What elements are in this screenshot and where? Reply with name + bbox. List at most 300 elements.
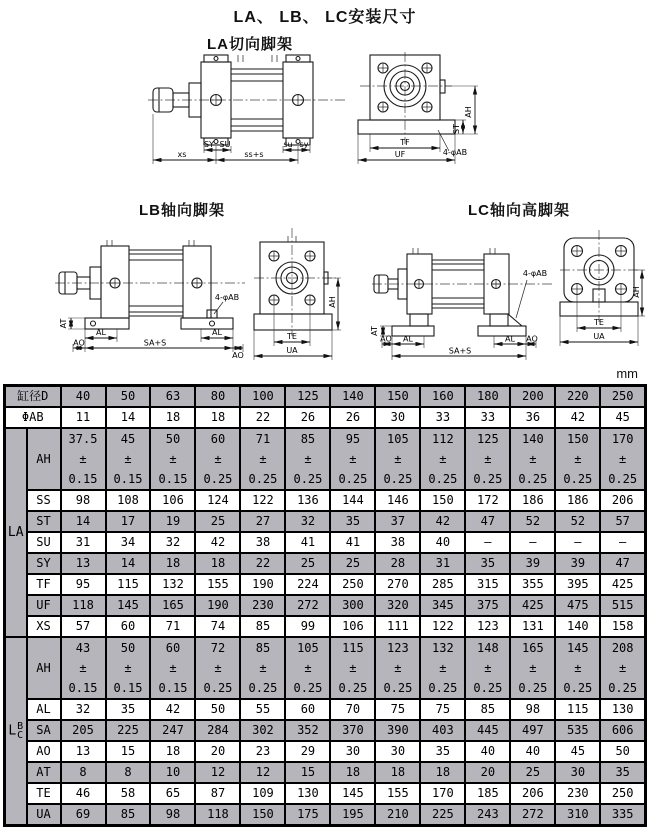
la-caption: LA切向脚架 xyxy=(207,36,293,53)
value-cell: 30 xyxy=(555,762,600,783)
tolerance-amount: 0.25 xyxy=(338,472,368,486)
value-cell: 98 xyxy=(150,804,195,826)
tolerance-value: 85 xyxy=(300,432,316,446)
value-cell: 250 xyxy=(600,783,645,804)
group-label-stack-item: B xyxy=(17,721,24,732)
tolerance-value: 37.5 xyxy=(68,432,98,446)
dimension-table xyxy=(3,384,647,827)
value-cell xyxy=(61,637,106,699)
group-label: LA xyxy=(5,428,27,637)
plus-minus-sign: ± xyxy=(439,452,447,466)
tolerance-amount: 0.25 xyxy=(473,681,503,695)
dim-label-ao-left: AO xyxy=(380,334,392,344)
dim-label-4ab: 4-φAB xyxy=(522,269,548,278)
value-cell: 32 xyxy=(61,699,106,720)
row-label: AO xyxy=(27,741,61,762)
group-label-stack-item: C xyxy=(17,730,24,741)
plus-minus-sign: ± xyxy=(529,452,537,466)
bore-label: 缸径D xyxy=(5,386,61,408)
value-cell: 370 xyxy=(330,720,375,741)
value-cell: 355 xyxy=(510,574,555,595)
dim-label-al-left: AL xyxy=(403,334,413,344)
value-cell: 38 xyxy=(240,532,285,553)
tolerance-value: 132 xyxy=(432,641,454,655)
value-cell: 515 xyxy=(600,595,645,616)
plus-minus-sign: ± xyxy=(484,452,492,466)
value-cell: 57 xyxy=(61,616,106,637)
value-cell: 230 xyxy=(555,783,600,804)
plus-minus-sign: ± xyxy=(574,452,582,466)
value-cell: 186 xyxy=(555,490,600,511)
row-label: SS xyxy=(27,490,61,511)
value-cell: – xyxy=(465,532,510,553)
dim-label-st: ST xyxy=(452,124,461,134)
dim-label-ss-plus-s: ss+s xyxy=(244,150,264,159)
tolerance-value: 95 xyxy=(345,432,361,446)
tolerance-amount: 0.25 xyxy=(383,681,413,695)
value-cell: 175 xyxy=(285,804,330,826)
value-cell: 42 xyxy=(420,511,465,532)
value-cell: 606 xyxy=(600,720,645,741)
value-cell: 99 xyxy=(285,616,330,637)
tolerance-value: 165 xyxy=(522,641,544,655)
value-cell: 37 xyxy=(375,511,420,532)
dim-label-ah: AH xyxy=(464,106,473,118)
dim-label-su-right: su xyxy=(283,140,293,149)
dim-label-ao-left: AO xyxy=(73,338,85,348)
tolerance-value: 112 xyxy=(432,432,454,446)
value-cell: 25 xyxy=(195,511,240,532)
phiab-cell: 26 xyxy=(285,407,330,428)
data-row xyxy=(5,783,646,804)
value-cell: 35 xyxy=(420,741,465,762)
phiab-cell: 14 xyxy=(106,407,151,428)
value-cell xyxy=(195,637,240,699)
phiab-cell: 42 xyxy=(555,407,600,428)
tolerance-value: 150 xyxy=(566,432,589,446)
value-cell: 243 xyxy=(465,804,510,826)
value-cell: 155 xyxy=(195,574,240,595)
tolerance-value: 85 xyxy=(255,641,271,655)
value-cell: 425 xyxy=(600,574,645,595)
value-cell: 150 xyxy=(240,804,285,826)
value-cell: 39 xyxy=(510,553,555,574)
value-cell: 320 xyxy=(375,595,420,616)
value-cell: 65 xyxy=(150,783,195,804)
value-cell: 475 xyxy=(555,595,600,616)
value-cell: 25 xyxy=(330,553,375,574)
value-cell xyxy=(285,637,330,699)
value-cell: 39 xyxy=(555,553,600,574)
value-cell: 185 xyxy=(465,783,510,804)
value-cell: 18 xyxy=(150,741,195,762)
bore-header-cell: 80 xyxy=(195,386,240,408)
value-cell: 18 xyxy=(375,762,420,783)
value-cell: 395 xyxy=(555,574,600,595)
value-cell: 69 xyxy=(61,804,106,826)
data-row xyxy=(5,637,646,699)
value-cell xyxy=(240,428,285,490)
dim-label-4ab: 4-φAB xyxy=(214,293,240,302)
value-cell: 46 xyxy=(61,783,106,804)
value-cell: 18 xyxy=(420,762,465,783)
value-cell: 247 xyxy=(150,720,195,741)
plus-minus-sign: ± xyxy=(484,661,492,675)
data-row xyxy=(5,616,646,637)
value-cell: 47 xyxy=(600,553,645,574)
value-cell xyxy=(106,428,151,490)
tolerance-value: 105 xyxy=(297,641,319,655)
tolerance-value: 50 xyxy=(120,641,136,655)
value-cell: 32 xyxy=(285,511,330,532)
bore-header-cell: 125 xyxy=(285,386,330,408)
value-cell: 123 xyxy=(465,616,510,637)
value-cell: 60 xyxy=(285,699,330,720)
tolerance-value: 60 xyxy=(165,641,181,655)
value-cell: – xyxy=(555,532,600,553)
dim-label-ao-right: AO xyxy=(232,351,244,360)
tolerance-amount: 0.25 xyxy=(203,681,233,695)
dim-label-sa-plus-s: SA+S xyxy=(448,346,472,356)
dim-label-su-left: SU xyxy=(219,140,231,149)
value-cell: 95 xyxy=(61,574,106,595)
value-cell: 375 xyxy=(465,595,510,616)
tolerance-value: 170 xyxy=(611,432,634,446)
value-cell: 12 xyxy=(240,762,285,783)
row-label: TF xyxy=(27,574,61,595)
dim-label-ah: AH xyxy=(632,286,641,298)
phiab-cell: 33 xyxy=(465,407,510,428)
value-cell xyxy=(61,428,106,490)
value-cell: 535 xyxy=(555,720,600,741)
plus-minus-sign: ± xyxy=(259,661,267,675)
value-cell: 284 xyxy=(195,720,240,741)
dim-label-al-right: AL xyxy=(212,328,222,337)
dim-label-tf: TF xyxy=(400,138,410,147)
value-cell: 29 xyxy=(285,741,330,762)
tolerance-amount: 0.15 xyxy=(158,472,188,486)
value-cell: 111 xyxy=(375,616,420,637)
value-cell xyxy=(330,428,375,490)
plus-minus-sign: ± xyxy=(394,661,402,675)
dim-label-te: TE xyxy=(287,332,297,341)
plus-minus-sign: ± xyxy=(529,661,537,675)
dim-label-al-right: AL xyxy=(505,334,515,344)
tolerance-amount: 0.25 xyxy=(473,472,503,486)
phiab-cell: 22 xyxy=(240,407,285,428)
value-cell: 170 xyxy=(420,783,465,804)
tolerance-amount: 0.25 xyxy=(203,472,233,486)
value-cell: 41 xyxy=(285,532,330,553)
dim-label-sy-left: SY xyxy=(204,140,214,149)
dim-label-ua: UA xyxy=(286,346,298,355)
value-cell xyxy=(600,637,645,699)
value-cell xyxy=(420,428,465,490)
row-label: AH xyxy=(27,428,61,490)
plus-minus-sign: ± xyxy=(439,661,447,675)
plus-minus-sign: ± xyxy=(214,661,222,675)
value-cell: 20 xyxy=(465,762,510,783)
bore-header-cell: 250 xyxy=(600,386,645,408)
bore-header-cell: 220 xyxy=(555,386,600,408)
plus-minus-sign: ± xyxy=(574,661,582,675)
value-cell: 42 xyxy=(150,699,195,720)
row-label: UA xyxy=(27,804,61,826)
tolerance-amount: 0.15 xyxy=(68,681,98,695)
phiab-cell: 33 xyxy=(420,407,465,428)
data-row xyxy=(5,428,646,490)
value-cell xyxy=(106,637,151,699)
tolerance-amount: 0.25 xyxy=(608,472,638,486)
lc-side-view-drawing xyxy=(372,230,567,370)
phiab-cell: 26 xyxy=(330,407,375,428)
value-cell: 115 xyxy=(106,574,151,595)
value-cell xyxy=(465,428,510,490)
phiab-cell: 18 xyxy=(150,407,195,428)
plus-minus-sign: ± xyxy=(169,661,177,675)
group-label-stack xyxy=(17,722,23,740)
value-cell: 10 xyxy=(150,762,195,783)
value-cell: 210 xyxy=(375,804,420,826)
value-cell: 32 xyxy=(150,532,195,553)
tolerance-amount: 0.15 xyxy=(113,472,143,486)
data-row xyxy=(5,511,646,532)
value-cell: 8 xyxy=(61,762,106,783)
group-label xyxy=(5,637,27,826)
tolerance-amount: 0.15 xyxy=(68,472,98,486)
value-cell xyxy=(465,637,510,699)
row-label: AH xyxy=(27,637,61,699)
value-cell: 85 xyxy=(106,804,151,826)
value-cell: 403 xyxy=(420,720,465,741)
value-cell: 18 xyxy=(330,762,375,783)
dim-label-ao-right: AO xyxy=(526,334,538,344)
phiab-cell: 11 xyxy=(61,407,106,428)
value-cell: 155 xyxy=(375,783,420,804)
value-cell: 31 xyxy=(61,532,106,553)
value-cell: 71 xyxy=(150,616,195,637)
value-cell: 145 xyxy=(330,783,375,804)
value-cell: 35 xyxy=(106,699,151,720)
value-cell: 225 xyxy=(106,720,151,741)
phiab-label: ΦAB xyxy=(5,407,61,428)
tolerance-amount: 0.15 xyxy=(113,681,143,695)
value-cell: 205 xyxy=(61,720,106,741)
dim-label-4ab: 4-φAB xyxy=(442,148,468,157)
value-cell: 310 xyxy=(555,804,600,826)
value-cell: 445 xyxy=(465,720,510,741)
value-cell: 31 xyxy=(420,553,465,574)
value-cell: 15 xyxy=(285,762,330,783)
value-cell: 109 xyxy=(240,783,285,804)
tolerance-amount: 0.25 xyxy=(563,472,593,486)
value-cell xyxy=(150,428,195,490)
value-cell: 118 xyxy=(61,595,106,616)
value-cell: 52 xyxy=(510,511,555,532)
tolerance-value: 105 xyxy=(387,432,409,446)
value-cell: 70 xyxy=(330,699,375,720)
bore-header-cell: 180 xyxy=(465,386,510,408)
value-cell: 22 xyxy=(240,553,285,574)
value-cell: 108 xyxy=(106,490,151,511)
tolerance-amount: 0.25 xyxy=(248,681,278,695)
value-cell: 17 xyxy=(106,511,151,532)
plus-minus-sign: ± xyxy=(304,452,312,466)
tolerance-value: 208 xyxy=(611,641,634,655)
tolerance-amount: 0.25 xyxy=(518,472,548,486)
value-cell: 55 xyxy=(240,699,285,720)
phiab-cell: 45 xyxy=(600,407,645,428)
value-cell: 98 xyxy=(61,490,106,511)
value-cell: 270 xyxy=(375,574,420,595)
plus-minus-sign: ± xyxy=(349,452,357,466)
bore-header-cell: 140 xyxy=(330,386,375,408)
unit-label: mm xyxy=(616,366,638,381)
row-label: TE xyxy=(27,783,61,804)
value-cell: 52 xyxy=(555,511,600,532)
value-cell: 136 xyxy=(285,490,330,511)
value-cell: 14 xyxy=(61,511,106,532)
plus-minus-sign: ± xyxy=(124,452,132,466)
la-side-view-drawing xyxy=(148,52,348,170)
value-cell: 165 xyxy=(150,595,195,616)
value-cell: 18 xyxy=(195,553,240,574)
value-cell xyxy=(375,428,420,490)
tolerance-amount: 0.25 xyxy=(563,681,593,695)
value-cell: 87 xyxy=(195,783,240,804)
value-cell: 14 xyxy=(106,553,151,574)
value-cell: 272 xyxy=(285,595,330,616)
value-cell: 74 xyxy=(195,616,240,637)
value-cell: 13 xyxy=(61,741,106,762)
value-cell xyxy=(150,637,195,699)
value-cell: 250 xyxy=(330,574,375,595)
value-cell: 15 xyxy=(106,741,151,762)
lb-caption: LB轴向脚架 xyxy=(139,202,225,219)
value-cell: 150 xyxy=(420,490,465,511)
value-cell: 140 xyxy=(555,616,600,637)
value-cell: 186 xyxy=(510,490,555,511)
data-row xyxy=(5,595,646,616)
value-cell: 230 xyxy=(240,595,285,616)
value-cell: 50 xyxy=(195,699,240,720)
phiab-cell: 30 xyxy=(375,407,420,428)
phiab-row xyxy=(5,407,646,428)
value-cell: 195 xyxy=(330,804,375,826)
tolerance-value: 71 xyxy=(255,432,271,446)
row-label: SY xyxy=(27,553,61,574)
plus-minus-sign: ± xyxy=(349,661,357,675)
phiab-cell: 36 xyxy=(510,407,555,428)
plus-minus-sign: ± xyxy=(214,452,222,466)
value-cell: 130 xyxy=(285,783,330,804)
value-cell: 85 xyxy=(465,699,510,720)
value-cell: 30 xyxy=(375,741,420,762)
value-cell: 272 xyxy=(510,804,555,826)
value-cell: 352 xyxy=(285,720,330,741)
page-title: LA、 LB、 LC安装尺寸 xyxy=(233,9,417,26)
value-cell xyxy=(375,637,420,699)
value-cell: 35 xyxy=(600,762,645,783)
data-row xyxy=(5,804,646,826)
tolerance-amount: 0.25 xyxy=(338,681,368,695)
value-cell: 224 xyxy=(285,574,330,595)
tolerance-amount: 0.25 xyxy=(428,681,458,695)
data-row xyxy=(5,762,646,783)
tolerance-amount: 0.25 xyxy=(518,681,548,695)
value-cell: 47 xyxy=(465,511,510,532)
data-row xyxy=(5,490,646,511)
value-cell: 85 xyxy=(240,616,285,637)
plus-minus-sign: ± xyxy=(79,452,87,466)
value-cell: 25 xyxy=(285,553,330,574)
value-cell: 34 xyxy=(106,532,151,553)
value-cell: 190 xyxy=(240,574,285,595)
row-label: AL xyxy=(27,699,61,720)
value-cell: 40 xyxy=(465,741,510,762)
value-cell: 35 xyxy=(330,511,375,532)
value-cell: 30 xyxy=(330,741,375,762)
plus-minus-sign: ± xyxy=(619,661,627,675)
value-cell: 57 xyxy=(600,511,645,532)
plus-minus-sign: ± xyxy=(304,661,312,675)
dim-label-al-left: AL xyxy=(96,328,106,337)
tolerance-amount: 0.25 xyxy=(608,681,638,695)
value-cell: 124 xyxy=(195,490,240,511)
value-cell: 98 xyxy=(510,699,555,720)
value-cell: 206 xyxy=(600,490,645,511)
value-cell: 302 xyxy=(240,720,285,741)
value-cell: 172 xyxy=(465,490,510,511)
value-cell: 23 xyxy=(240,741,285,762)
value-cell xyxy=(555,428,600,490)
tolerance-value: 45 xyxy=(120,432,136,446)
dim-label-sy-right: sy xyxy=(299,140,309,149)
value-cell: 190 xyxy=(195,595,240,616)
value-cell: 118 xyxy=(195,804,240,826)
row-label: SU xyxy=(27,532,61,553)
value-cell: 300 xyxy=(330,595,375,616)
tolerance-value: 148 xyxy=(477,641,499,655)
tolerance-value: 125 xyxy=(477,432,499,446)
tolerance-value: 115 xyxy=(342,641,364,655)
tolerance-amount: 0.25 xyxy=(293,472,323,486)
data-row xyxy=(5,741,646,762)
value-cell: 115 xyxy=(555,699,600,720)
dim-label-ah: AH xyxy=(328,296,337,308)
value-cell: 50 xyxy=(600,741,645,762)
plus-minus-sign: ± xyxy=(124,661,132,675)
row-label: AT xyxy=(27,762,61,783)
data-row xyxy=(5,553,646,574)
value-cell: 25 xyxy=(510,762,555,783)
value-cell: 27 xyxy=(240,511,285,532)
value-cell: 8 xyxy=(106,762,151,783)
value-cell: 18 xyxy=(150,553,195,574)
tolerance-value: 72 xyxy=(210,641,226,655)
value-cell xyxy=(555,637,600,699)
row-label: ST xyxy=(27,511,61,532)
tolerance-amount: 0.25 xyxy=(383,472,413,486)
plus-minus-sign: ± xyxy=(259,452,267,466)
value-cell: 28 xyxy=(375,553,420,574)
bore-header-cell: 40 xyxy=(61,386,106,408)
value-cell xyxy=(195,428,240,490)
tolerance-amount: 0.25 xyxy=(293,681,323,695)
bore-header-cell: 100 xyxy=(240,386,285,408)
plus-minus-sign: ± xyxy=(394,452,402,466)
dim-label-at: AT xyxy=(370,326,379,336)
